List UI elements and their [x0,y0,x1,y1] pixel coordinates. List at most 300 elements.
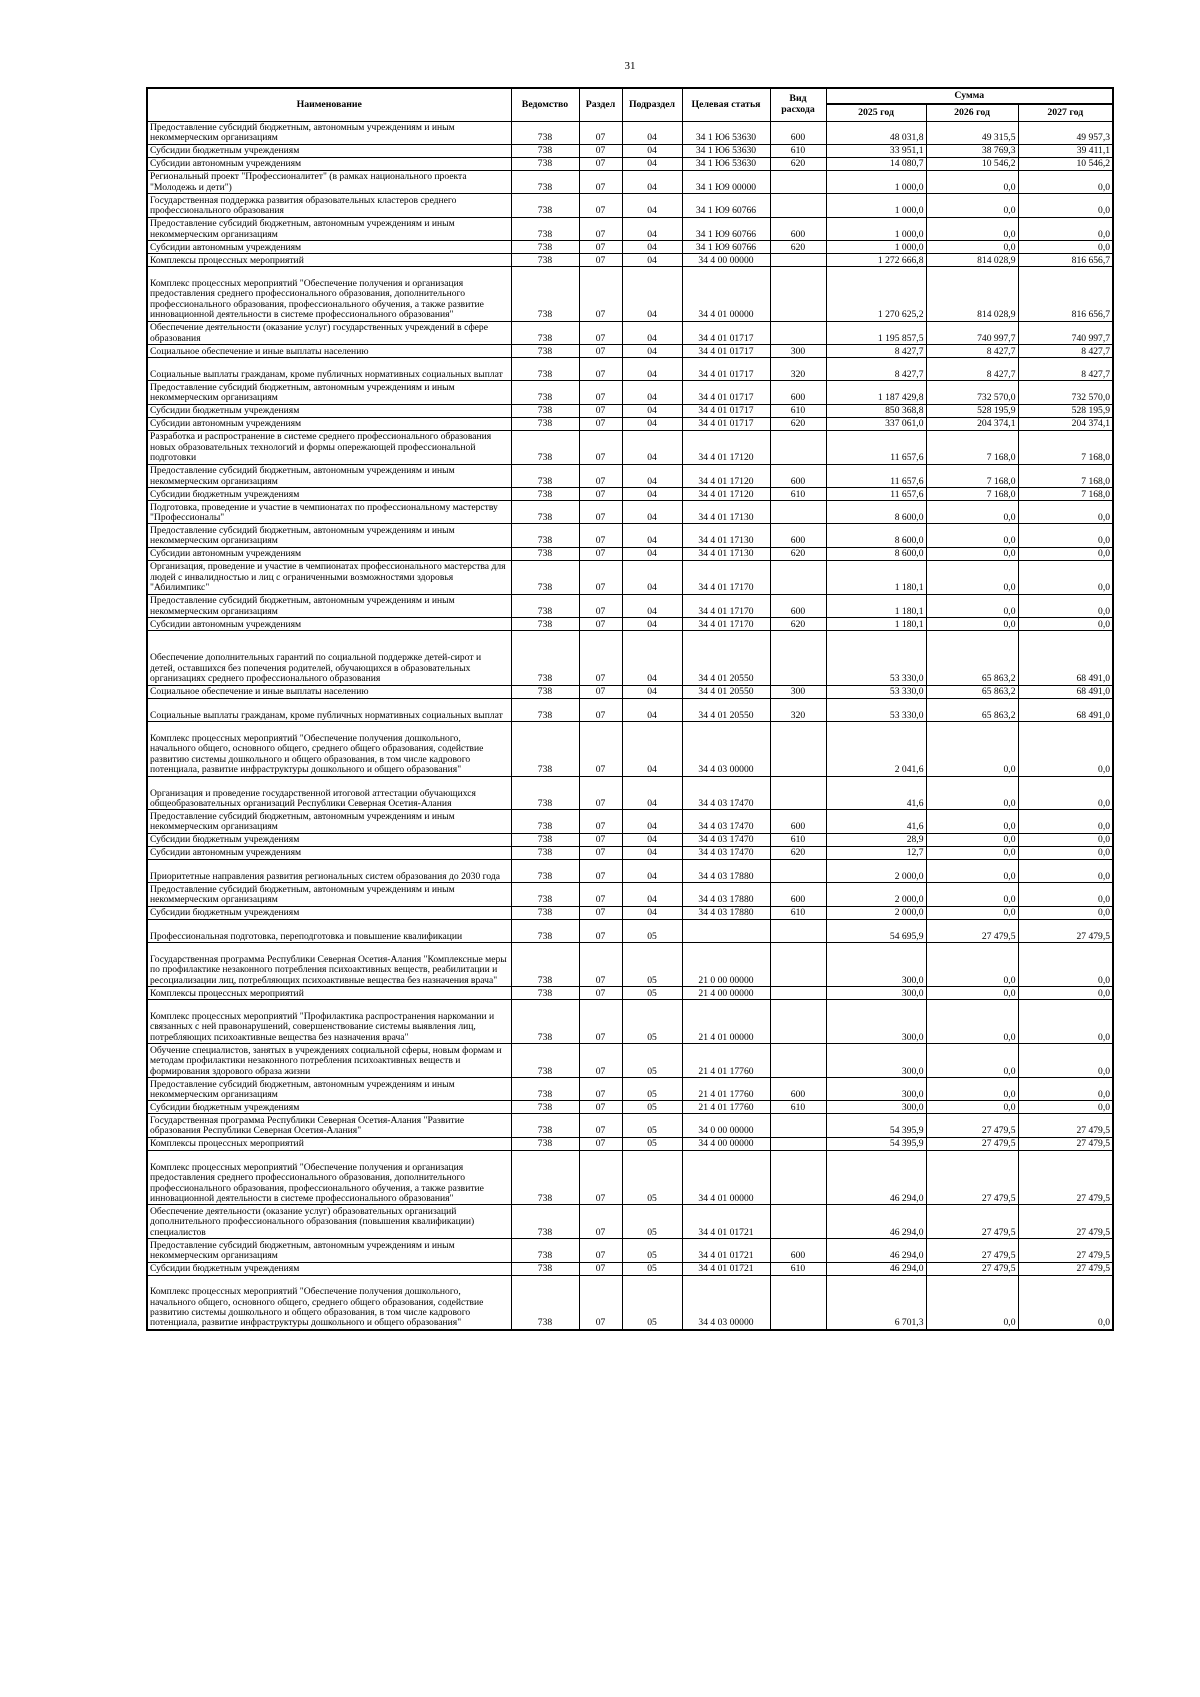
row-sum-2025: 46 294,0 [826,1205,926,1239]
row-podrazdel: 04 [622,859,682,882]
row-sum-2026: 0,0 [926,1275,1018,1330]
row-sum-2026: 65 863,2 [926,698,1018,721]
row-vedomstvo: 738 [511,1044,579,1078]
row-sum-2027: 0,0 [1018,170,1113,193]
table-row [147,1205,1113,1239]
row-podrazdel: 04 [622,698,682,721]
row-vid: 620 [770,547,826,560]
row-vid [770,267,826,322]
row-vedomstvo: 738 [511,157,579,170]
row-sum-2025: 54 395,9 [826,1137,926,1150]
table-row [147,381,1113,404]
row-name: Субсидии бюджетным учреждениям [147,1262,511,1275]
table-row [147,776,1113,810]
row-name: Комплексы процессных мероприятий [147,254,511,267]
table-row [147,906,1113,919]
row-razdel: 07 [579,488,622,501]
row-vedomstvo: 738 [511,833,579,846]
row-podrazdel: 05 [622,1000,682,1044]
table-row [147,241,1113,254]
row-razdel: 07 [579,547,622,560]
row-sum-2026: 204 374,1 [926,417,1018,430]
row-sum-2026: 0,0 [926,1044,1018,1078]
table-row [147,942,1113,986]
row-vid: 300 [770,685,826,698]
row-target: 34 4 01 01721 [682,1205,770,1239]
row-podrazdel: 04 [622,906,682,919]
table-row [147,1239,1113,1262]
table-row [147,630,1113,685]
row-vid: 600 [770,381,826,404]
row-vedomstvo: 738 [511,1137,579,1150]
row-razdel: 07 [579,1044,622,1078]
row-sum-2025: 300,0 [826,1078,926,1101]
row-name: Обеспечение дополнительных гарантий по социальной поддержке детей-сирот и детей, оставшихся без попечения родителей, обучающихся в образовательных организациях среднего профессионального образования [147,630,511,685]
row-target: 34 4 01 01717 [682,321,770,344]
row-vedomstvo: 738 [511,617,579,630]
row-target: 34 4 01 17120 [682,430,770,464]
row-name: Предоставление субсидий бюджетным, автономным учреждениям и иным некоммерческим организациям [147,524,511,547]
table-row [147,524,1113,547]
row-vid [770,1150,826,1205]
table-row [147,254,1113,267]
row-vedomstvo: 738 [511,241,579,254]
row-podrazdel: 04 [622,883,682,906]
row-sum-2026: 0,0 [926,170,1018,193]
row-target: 34 1 Ю6 53630 [682,121,770,144]
row-sum-2026: 27 479,5 [926,1262,1018,1275]
row-vedomstvo: 738 [511,883,579,906]
row-vid: 600 [770,1239,826,1262]
row-podrazdel: 05 [622,1150,682,1205]
row-sum-2025: 11 657,6 [826,464,926,487]
table-row [147,1044,1113,1078]
table-body [147,121,1113,1330]
row-sum-2027: 816 656,7 [1018,254,1113,267]
row-razdel: 07 [579,1262,622,1275]
row-podrazdel: 04 [622,121,682,144]
row-podrazdel: 04 [622,833,682,846]
row-sum-2025: 337 061,0 [826,417,926,430]
row-name: Комплекс процессных мероприятий "Обеспечение получения и организация предоставления среднего профессионального образования, дополнительного профессионального образования, профессионального обучения, а также развитие инновационной деятельности в системе профессионального образования" [147,1150,511,1205]
row-sum-2025: 1 195 857,5 [826,321,926,344]
row-sum-2027: 0,0 [1018,810,1113,833]
row-razdel: 07 [579,345,622,358]
row-vid: 600 [770,121,826,144]
table-row [147,1137,1113,1150]
row-vid [770,430,826,464]
row-vid: 600 [770,1078,826,1101]
row-razdel: 07 [579,846,622,859]
row-sum-2027: 0,0 [1018,1078,1113,1101]
row-razdel: 07 [579,560,622,594]
row-vedomstvo: 738 [511,430,579,464]
row-vid: 320 [770,698,826,721]
row-sum-2027: 27 479,5 [1018,1150,1113,1205]
row-podrazdel: 04 [622,464,682,487]
row-vedomstvo: 738 [511,321,579,344]
row-target: 34 4 03 17470 [682,846,770,859]
row-vedomstvo: 738 [511,464,579,487]
row-sum-2027: 0,0 [1018,547,1113,560]
row-target: 34 4 01 17170 [682,560,770,594]
row-name: Социальное обеспечение и иные выплаты населению [147,345,511,358]
table-row [147,358,1113,381]
row-name: Обучение специалистов, занятых в учреждениях социальной сферы, новым формам и методам профилактики незаконного потребления психоактивных веществ и формирования здорового образа жизни [147,1044,511,1078]
table-row [147,1114,1113,1137]
row-vid: 600 [770,524,826,547]
row-target: 34 4 03 17880 [682,859,770,882]
row-razdel: 07 [579,241,622,254]
row-sum-2027: 27 479,5 [1018,919,1113,942]
row-sum-2027: 27 479,5 [1018,1114,1113,1137]
row-sum-2026: 8 427,7 [926,358,1018,381]
row-target: 34 4 01 00000 [682,267,770,322]
col-header-name: Наименование [147,88,511,121]
row-sum-2026: 8 427,7 [926,345,1018,358]
row-podrazdel: 04 [622,685,682,698]
row-sum-2027: 0,0 [1018,1101,1113,1114]
row-name: Социальные выплаты гражданам, кроме публичных нормативных социальных выплат [147,358,511,381]
row-vid: 610 [770,1262,826,1275]
row-sum-2026: 0,0 [926,194,1018,217]
row-razdel: 07 [579,906,622,919]
row-podrazdel: 04 [622,217,682,240]
row-vid [770,859,826,882]
row-sum-2025: 1 000,0 [826,217,926,240]
table-row [147,501,1113,524]
row-podrazdel: 04 [622,417,682,430]
row-target: 34 4 01 01717 [682,417,770,430]
row-sum-2025: 33 951,1 [826,144,926,157]
row-vedomstvo: 738 [511,560,579,594]
col-header-2027: 2027 год [1018,104,1113,121]
row-sum-2027: 732 570,0 [1018,381,1113,404]
row-sum-2025: 300,0 [826,1044,926,1078]
row-podrazdel: 04 [622,144,682,157]
row-name: Субсидии бюджетным учреждениям [147,833,511,846]
row-target: 34 1 Ю6 53630 [682,144,770,157]
row-razdel: 07 [579,776,622,810]
row-sum-2026: 0,0 [926,721,1018,776]
row-razdel: 07 [579,404,622,417]
row-podrazdel: 04 [622,345,682,358]
table-row [147,157,1113,170]
row-name: Предоставление субсидий бюджетным, автономным учреждениям и иным некоммерческим организациям [147,381,511,404]
row-podrazdel: 05 [622,1101,682,1114]
row-sum-2027: 0,0 [1018,833,1113,846]
row-razdel: 07 [579,1078,622,1101]
row-vedomstvo: 738 [511,1101,579,1114]
row-vedomstvo: 738 [511,594,579,617]
row-sum-2025: 14 080,7 [826,157,926,170]
row-vedomstvo: 738 [511,501,579,524]
row-sum-2026: 10 546,2 [926,157,1018,170]
row-target: 34 4 01 17120 [682,464,770,487]
row-vedomstvo: 738 [511,859,579,882]
row-podrazdel: 04 [622,524,682,547]
page-number: 31 [624,60,636,72]
table-row [147,859,1113,882]
row-target: 34 4 01 01721 [682,1262,770,1275]
row-sum-2026: 0,0 [926,776,1018,810]
row-sum-2027: 0,0 [1018,942,1113,986]
row-name: Субсидии бюджетным учреждениям [147,144,511,157]
row-target: 34 4 01 20550 [682,685,770,698]
row-vid: 620 [770,617,826,630]
row-sum-2026: 0,0 [926,810,1018,833]
row-sum-2025: 2 000,0 [826,859,926,882]
row-name: Профессиональная подготовка, переподготовка и повышение квалификации [147,919,511,942]
row-podrazdel: 05 [622,1114,682,1137]
row-target: 34 4 01 20550 [682,698,770,721]
row-sum-2026: 0,0 [926,594,1018,617]
row-vid: 600 [770,464,826,487]
row-podrazdel: 04 [622,810,682,833]
row-sum-2027: 528 195,9 [1018,404,1113,417]
table-row [147,1078,1113,1101]
row-sum-2027: 0,0 [1018,987,1113,1000]
row-vid: 610 [770,833,826,846]
row-sum-2025: 6 701,3 [826,1275,926,1330]
row-name: Предоставление субсидий бюджетным, автономным учреждениям и иным некоммерческим организациям [147,883,511,906]
row-sum-2025: 46 294,0 [826,1150,926,1205]
row-sum-2027: 0,0 [1018,241,1113,254]
row-sum-2025: 1 180,1 [826,560,926,594]
row-sum-2027: 8 427,7 [1018,358,1113,381]
table-row [147,417,1113,430]
row-vid: 620 [770,417,826,430]
row-razdel: 07 [579,358,622,381]
row-razdel: 07 [579,254,622,267]
row-sum-2027: 0,0 [1018,1044,1113,1078]
table-row [147,883,1113,906]
row-name: Приоритетные направления развития региональных систем образования до 2030 года [147,859,511,882]
row-podrazdel: 04 [622,488,682,501]
row-podrazdel: 05 [622,919,682,942]
row-target: 34 4 01 00000 [682,1150,770,1205]
row-target: 34 4 03 17470 [682,776,770,810]
row-razdel: 07 [579,217,622,240]
row-razdel: 07 [579,267,622,322]
row-sum-2025: 54 395,9 [826,1114,926,1137]
row-sum-2025: 28,9 [826,833,926,846]
row-sum-2027: 0,0 [1018,906,1113,919]
row-razdel: 07 [579,987,622,1000]
row-vid [770,1137,826,1150]
row-sum-2026: 7 168,0 [926,488,1018,501]
row-podrazdel: 04 [622,721,682,776]
row-sum-2025: 8 427,7 [826,358,926,381]
table-row [147,1101,1113,1114]
table-row [147,547,1113,560]
row-sum-2027: 8 427,7 [1018,345,1113,358]
table-row [147,721,1113,776]
row-sum-2026: 0,0 [926,524,1018,547]
row-target: 34 4 00 00000 [682,254,770,267]
row-name: Комплекс процессных мероприятий "Обеспечение получения дошкольного, начального общего, основного общего, среднего общего образования, содействие развитию системы дошкольного и общего образования, в том числе кадрового потенциала, развитие инфраструктуры дошкольного и общего образования" [147,721,511,776]
table-row [147,1262,1113,1275]
row-sum-2027: 27 479,5 [1018,1262,1113,1275]
row-sum-2025: 46 294,0 [826,1262,926,1275]
table-row [147,345,1113,358]
row-target: 34 4 01 01717 [682,345,770,358]
row-sum-2025: 1 000,0 [826,194,926,217]
col-header-vid: Вид расхода [770,88,826,121]
row-target [682,919,770,942]
row-podrazdel: 04 [622,267,682,322]
row-vedomstvo: 738 [511,267,579,322]
row-target: 21 4 01 17760 [682,1044,770,1078]
col-header-vedomstvo: Ведомство [511,88,579,121]
row-vedomstvo: 738 [511,1205,579,1239]
row-sum-2026: 814 028,9 [926,254,1018,267]
row-sum-2026: 27 479,5 [926,1137,1018,1150]
row-vedomstvo: 738 [511,776,579,810]
col-header-target: Целевая статья [682,88,770,121]
row-target: 34 4 01 17130 [682,501,770,524]
table-row [147,267,1113,322]
row-sum-2026: 49 315,5 [926,121,1018,144]
row-vid [770,170,826,193]
row-sum-2026: 27 479,5 [926,1114,1018,1137]
row-target: 34 4 00 00000 [682,1137,770,1150]
row-sum-2027: 0,0 [1018,846,1113,859]
table-row [147,698,1113,721]
row-razdel: 07 [579,144,622,157]
row-name: Обеспечение деятельности (оказание услуг) образовательных организаций дополнительного профессионального образования (повышения квалификации) специалистов [147,1205,511,1239]
row-vid: 610 [770,404,826,417]
row-sum-2027: 0,0 [1018,617,1113,630]
row-sum-2025: 53 330,0 [826,698,926,721]
row-sum-2025: 300,0 [826,1101,926,1114]
row-podrazdel: 04 [622,358,682,381]
row-vid [770,1275,826,1330]
row-sum-2025: 41,6 [826,776,926,810]
row-razdel: 07 [579,1114,622,1137]
row-sum-2025: 11 657,6 [826,430,926,464]
row-sum-2027: 68 491,0 [1018,685,1113,698]
row-razdel: 07 [579,321,622,344]
row-razdel: 07 [579,1275,622,1330]
row-sum-2026: 0,0 [926,1000,1018,1044]
row-name: Комплекс процессных мероприятий "Профилактика распространения наркомании и связанных с ней правонарушений, совершенствование системы выявления лиц, потребляющих психоактивные вещества без назначения врача" [147,1000,511,1044]
row-sum-2026: 0,0 [926,1101,1018,1114]
row-vid [770,1205,826,1239]
row-target: 34 4 01 01721 [682,1239,770,1262]
row-target: 21 4 01 17760 [682,1078,770,1101]
row-vedomstvo: 738 [511,170,579,193]
row-vid [770,630,826,685]
row-razdel: 07 [579,1101,622,1114]
row-vid: 320 [770,358,826,381]
budget-table [146,87,1114,1331]
row-vid: 600 [770,883,826,906]
table-row [147,987,1113,1000]
row-podrazdel: 04 [622,430,682,464]
row-sum-2027: 0,0 [1018,1000,1113,1044]
row-razdel: 07 [579,1000,622,1044]
row-vedomstvo: 738 [511,698,579,721]
row-vedomstvo: 738 [511,1262,579,1275]
row-vid [770,942,826,986]
row-target: 34 4 01 01717 [682,381,770,404]
row-vid [770,560,826,594]
row-name: Субсидии бюджетным учреждениям [147,906,511,919]
row-vedomstvo: 738 [511,381,579,404]
row-vedomstvo: 738 [511,942,579,986]
row-sum-2027: 27 479,5 [1018,1239,1113,1262]
row-name: Государственная поддержка развития образовательных кластеров среднего профессионального образования [147,194,511,217]
row-podrazdel: 04 [622,594,682,617]
row-razdel: 07 [579,1137,622,1150]
row-sum-2025: 48 031,8 [826,121,926,144]
row-sum-2025: 53 330,0 [826,630,926,685]
row-vedomstvo: 738 [511,906,579,919]
row-sum-2025: 1 180,1 [826,617,926,630]
row-vedomstvo: 738 [511,630,579,685]
row-sum-2025: 1 000,0 [826,241,926,254]
table-row [147,121,1113,144]
row-vedomstvo: 738 [511,404,579,417]
row-vedomstvo: 738 [511,547,579,560]
row-vid: 620 [770,157,826,170]
row-target: 34 4 03 00000 [682,1275,770,1330]
row-vedomstvo: 738 [511,524,579,547]
row-sum-2026: 732 570,0 [926,381,1018,404]
row-sum-2025: 2 000,0 [826,883,926,906]
table-row [147,321,1113,344]
row-name: Государственная программа Республики Северная Осетия-Алания "Комплексные меры по профилактике незаконного потребления психоактивных веществ, реабилитации и ресоциализации лиц, потребляющих психоактивные вещества без назначения врача" [147,942,511,986]
row-podrazdel: 04 [622,630,682,685]
row-razdel: 07 [579,859,622,882]
row-razdel: 07 [579,501,622,524]
row-vid: 610 [770,906,826,919]
row-vid [770,321,826,344]
table-row [147,1275,1113,1330]
row-vedomstvo: 738 [511,1150,579,1205]
row-vid: 300 [770,345,826,358]
table-row [147,594,1113,617]
row-sum-2027: 27 479,5 [1018,1205,1113,1239]
row-sum-2027: 0,0 [1018,721,1113,776]
row-sum-2025: 300,0 [826,987,926,1000]
row-sum-2025: 46 294,0 [826,1239,926,1262]
row-target: 34 4 03 17880 [682,906,770,919]
table-row [147,430,1113,464]
row-vid [770,1114,826,1137]
row-sum-2027: 0,0 [1018,776,1113,810]
col-header-2025: 2025 год [826,104,926,121]
row-sum-2026: 38 769,3 [926,144,1018,157]
row-name: Субсидии бюджетным учреждениям [147,488,511,501]
row-vedomstvo: 738 [511,919,579,942]
row-razdel: 07 [579,1239,622,1262]
row-sum-2025: 2 041,6 [826,721,926,776]
row-target: 34 4 03 00000 [682,721,770,776]
row-name: Предоставление субсидий бюджетным, автономным учреждениям и иным некоммерческим организациям [147,1239,511,1262]
row-podrazdel: 04 [622,501,682,524]
row-sum-2025: 12,7 [826,846,926,859]
row-name: Разработка и распространение в системе среднего профессионального образования новых образовательных технологий и формы опережающей профессиональной подготовки [147,430,511,464]
row-vedomstvo: 738 [511,685,579,698]
row-sum-2027: 204 374,1 [1018,417,1113,430]
row-razdel: 07 [579,524,622,547]
row-sum-2025: 850 368,8 [826,404,926,417]
row-name: Предоставление субсидий бюджетным, автономным учреждениям и иным некоммерческим организациям [147,464,511,487]
table-row [147,404,1113,417]
row-name: Социальное обеспечение и иные выплаты населению [147,685,511,698]
